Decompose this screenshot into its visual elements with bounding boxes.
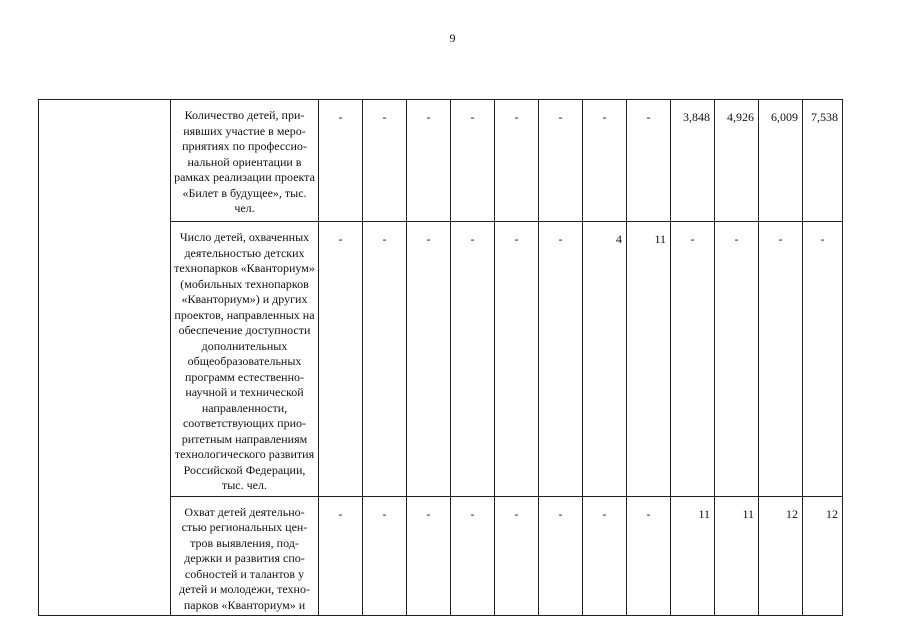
value-cell: - (495, 100, 539, 222)
value-cell: - (715, 222, 759, 497)
value-cell: - (451, 222, 495, 497)
value-cell: - (319, 100, 363, 222)
value-cell: 12 (803, 496, 843, 616)
value-cell: 12 (759, 496, 803, 616)
value-cell: - (363, 496, 407, 616)
value-cell: - (539, 496, 583, 616)
row-description: Число детей, охваченных деятельностью детских технопарков «Кванториум» (мобильных технопарков «Кванториум») и других проектов, направленных на обеспечение доступности дополнительных общеобразовательных программ естественно-научной и технической направленности, соответствующих приоритетным направлениям технологического развития Российской Федерации, тыс. чел. (171, 222, 319, 497)
value-cell: - (319, 222, 363, 497)
value-cell: - (319, 496, 363, 616)
value-cell: - (495, 496, 539, 616)
table-row (39, 100, 843, 222)
value-cell: - (407, 222, 451, 497)
row-description: Охват детей деятельностью региональных центров выявления, поддержки и развития способностей и талантов у детей и молодежи, технопарков «Кванториум» и (171, 496, 319, 616)
value-cell: 11 (715, 496, 759, 616)
value-cell: - (671, 222, 715, 497)
value-cell: - (583, 100, 627, 222)
value-cell: - (539, 100, 583, 222)
value-cell: - (803, 222, 843, 497)
value-cell: - (363, 100, 407, 222)
value-cell: 6,009 (759, 100, 803, 222)
value-cell: 4 (583, 222, 627, 497)
value-cell: 11 (671, 496, 715, 616)
value-cell: - (451, 496, 495, 616)
value-cell: - (363, 222, 407, 497)
row-description: Количество детей, принявших участие в мероприятиях по профессиональной ориентации в рамках реализации проекта «Билет в будущее», тыс. чел. (171, 100, 319, 222)
page-number: 9 (449, 31, 456, 45)
value-cell: - (407, 496, 451, 616)
value-cell: - (627, 496, 671, 616)
value-cell: - (583, 496, 627, 616)
value-cell: 11 (627, 222, 671, 497)
value-cell: 3,848 (671, 100, 715, 222)
value-cell: - (627, 100, 671, 222)
value-cell: 7,538 (803, 100, 843, 222)
value-cell: - (539, 222, 583, 497)
value-cell: - (759, 222, 803, 497)
value-cell: - (407, 100, 451, 222)
value-cell: - (451, 100, 495, 222)
empty-cell (39, 100, 171, 616)
value-cell: - (495, 222, 539, 497)
indicators-table (38, 99, 843, 616)
value-cell: 4,926 (715, 100, 759, 222)
